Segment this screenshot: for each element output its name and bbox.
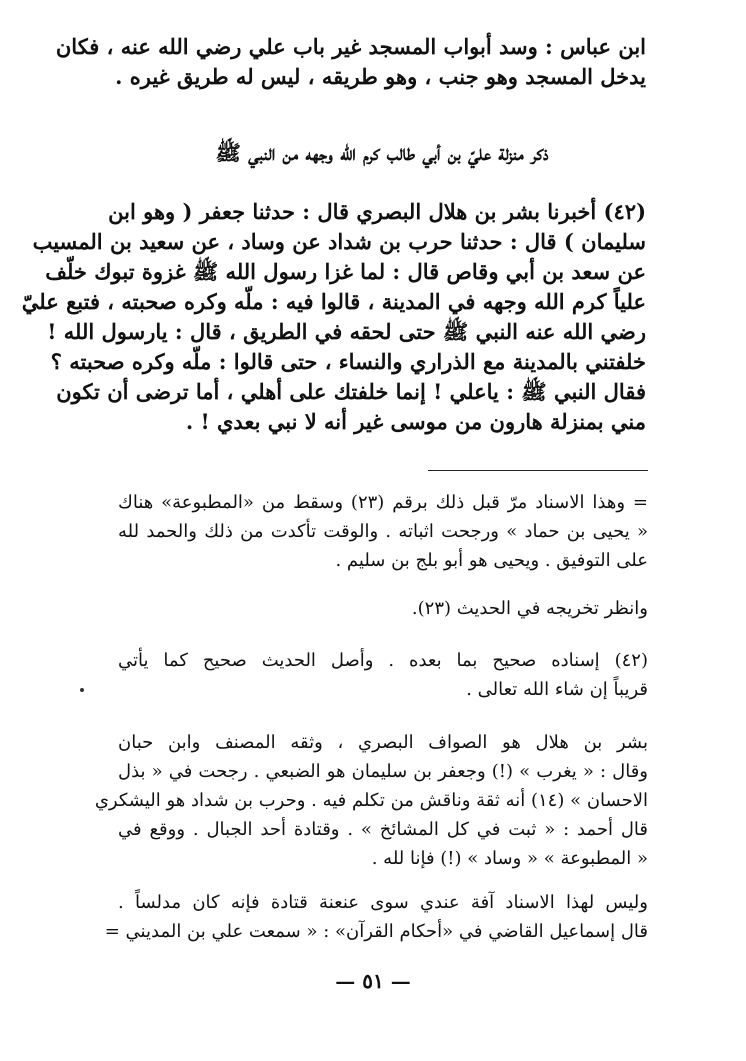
footnote-line: قال أحمد : « ثبت في كل المشائخ » . وقتادة أحد الجبال . ووقع في (118, 819, 648, 840)
footnote-continuation (118, 488, 648, 575)
footnote-42-isnad (104, 888, 648, 946)
footnote-42-narrators (94, 728, 648, 873)
text-line: يدخل المسجد وهو جنب ، وهو طريقه ، ليس له طريق غيره . (115, 64, 646, 89)
footnote-line: على التوفيق . ويحيى هو أبو بلج بن سليم . (335, 550, 648, 571)
section-heading: ذكر منزلة عليّ بن أبي طالب كرم الله وجهه من النبي ﷺ (215, 140, 549, 165)
hadith-42-paragraph (21, 197, 646, 437)
footnote-line: قريباً إن شاء الله تعالى . (466, 679, 648, 700)
text-line: عن سعد بن أبي وقاص قال : لما غزا رسول الله ﷺ غزوة تبوك خلّف (45, 259, 646, 284)
footnote-line: بشر بن هلال هو الصواف البصري ، وثقه المصنف وابن حبان (118, 732, 648, 753)
text-line: خلفتني بالمدينة مع الذراري والنساء ، حتى قالوا : ملّه وكره صحبته ؟ (50, 349, 646, 374)
footnote-42-intro (118, 646, 648, 704)
footnote-line: قال إسماعيل القاضي في «أحكام القرآن» : « سمعت علي بن المديني = (104, 921, 648, 942)
footnote-see-also (118, 594, 648, 623)
top-paragraph (55, 32, 646, 92)
page-number: — ٥١ — (335, 969, 411, 993)
footnote-line: وقال : « يغرب » (!) وجعفر بن سليمان هو الضبعي . رجحت في « بذل (118, 761, 648, 782)
text-line: مني بمنزلة هارون من موسى غير أنه لا نبي بعدي ! . (185, 409, 646, 434)
text-line: ابن عباس : وسد أبواب المسجد غير باب علي رضي الله عنه ، فكان (55, 34, 646, 59)
footnote-line: وانظر تخريجه في الحديث (٢٣). (411, 598, 648, 619)
footnote-line: « المطبوعة » « وساد » (!) فإنا لله . (371, 848, 648, 869)
text-line: (٤٢) أخبرنا بشر بن هلال البصري قال : حدثنا جعفر ( وهو ابن (108, 199, 646, 224)
footnote-line: وليس لهذا الاسناد آفة عندي سوى عنعنة قتادة فإنه كان مدلساً . (118, 892, 648, 913)
text-line: فقال النبي ﷺ : ياعلي ! إنما خلفتك على أهلي ، أما ترضى أن تكون (56, 379, 646, 404)
text-line: رضي الله عنه النبي ﷺ حتى لحقه في الطريق ، قال : يارسول الله ! (47, 319, 646, 344)
footnote-line: = وهذا الاسناد مرّ قبل ذلك برقم (٢٣) وسقط من «المطبوعة» هناك (118, 492, 648, 513)
footnote-line: الاحسان » (١٤) أنه ثقة وناقش من تكلم فيه . وحرب بن شداد هو اليشكري (94, 790, 648, 811)
text-line: علياً كرم الله وجهه في المدينة ، قالوا فيه : ملّه وكره صحبته ، فتبع عليّ (21, 289, 646, 314)
footnote-line: « يحيى بن حماد » ورجحت اثباته . والوقت تأكدت من ذلك والحمد لله (118, 521, 648, 542)
margin-speck (80, 688, 84, 692)
text-line: سليمان ) قال : حدثنا حرب بن شداد عن وساد ، عن سعيد بن المسيب (32, 229, 646, 254)
footnote-line: (٤٢) إسناده صحيح بما بعده . وأصل الحديث صحيح كما يأتي (118, 650, 648, 671)
footnote-separator (428, 470, 648, 471)
